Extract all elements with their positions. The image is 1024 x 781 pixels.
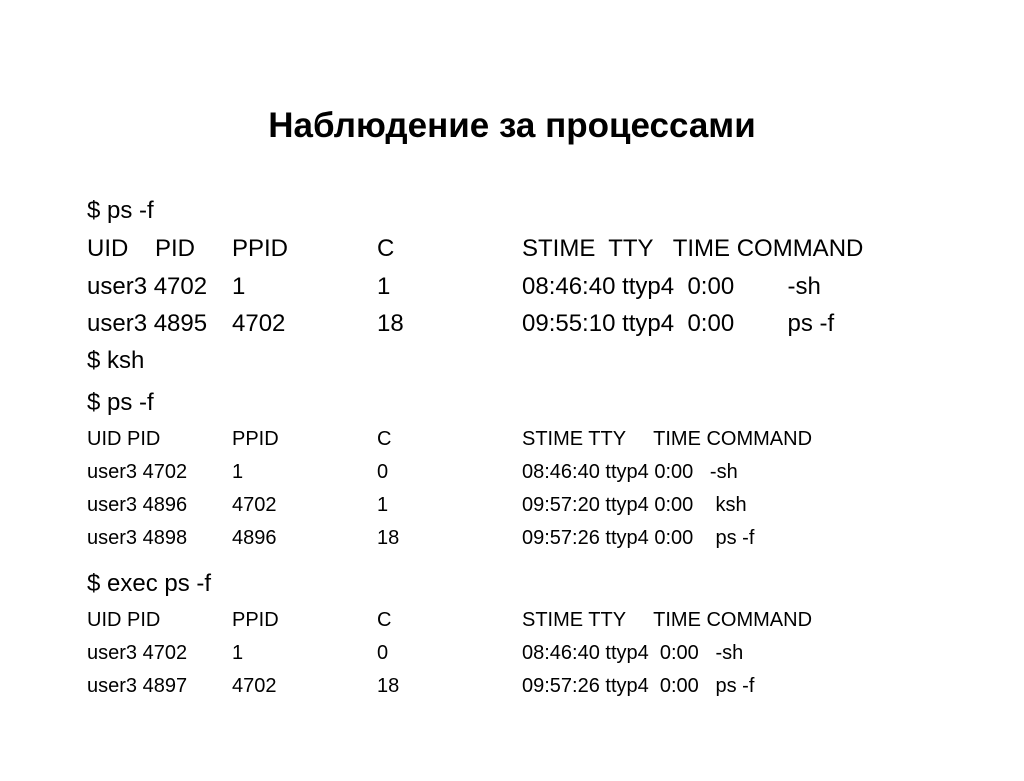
header-c: C [377,235,395,262]
header-uid-pid: UID PID [87,235,196,262]
header-uid-pid: UID PID [87,609,161,631]
cell-uid-pid: user3 4702 [87,461,188,483]
table-header [87,607,987,637]
cell-c: 18 [377,310,404,337]
cell-uid-pid: user3 4897 [87,675,188,697]
table-row [87,459,987,489]
cell-uid-pid: user3 4896 [87,494,188,516]
cell-c: 18 [377,675,400,697]
header-ppid: PPID [232,609,279,631]
cell-ppid: 1 [232,642,244,664]
cell-c: 0 [377,461,389,483]
cell-uid-pid: user3 4895 [87,310,208,337]
header-ppid: PPID [232,235,289,262]
cell-c: 1 [377,494,389,516]
cell-stime-tty-time-command: 09:55:10 ttyp4 0:00 ps -f [522,310,835,337]
command-line: $ exec ps -f [87,570,212,597]
cell-uid-pid: user3 4702 [87,642,188,664]
header-ppid: PPID [232,428,279,450]
cell-stime-tty-time-command: 09:57:20 ttyp4 0:00 ksh [522,494,747,516]
header-stime-tty-time-command: STIME TTY TIME COMMAND [522,235,864,262]
table-row [87,673,987,703]
cell-c: 18 [377,527,400,549]
table-row [87,492,987,522]
cell-stime-tty-time-command: 08:46:40 ttyp4 0:00 -sh [522,461,738,483]
header-c: C [377,609,392,631]
header-c: C [377,428,392,450]
table-row [87,272,987,302]
cell-uid-pid: user3 4702 [87,273,208,300]
header-stime-tty-time-command: STIME TTY TIME COMMAND [522,609,813,631]
table-row [87,525,987,555]
cell-ppid: 1 [232,461,244,483]
table-header [87,234,987,264]
cell-ppid: 4702 [232,310,286,337]
command-line: $ ksh [87,347,145,374]
cell-stime-tty-time-command: 08:46:40 ttyp4 0:00 -sh [522,273,821,300]
header-uid-pid: UID PID [87,428,161,450]
table-header [87,426,987,456]
cell-ppid: 4702 [232,494,277,516]
header-stime-tty-time-command: STIME TTY TIME COMMAND [522,428,813,450]
command-line: $ ps -f [87,389,154,416]
cell-c: 0 [377,642,389,664]
cell-ppid: 4896 [232,527,277,549]
cell-stime-tty-time-command: 09:57:26 ttyp4 0:00 ps -f [522,675,755,697]
cell-c: 1 [377,273,391,300]
cell-uid-pid: user3 4898 [87,527,188,549]
cell-stime-tty-time-command: 08:46:40 ttyp4 0:00 -sh [522,642,744,664]
table-row [87,640,987,670]
cell-stime-tty-time-command: 09:57:26 ttyp4 0:00 ps -f [522,527,755,549]
command-line: $ ps -f [87,197,154,224]
table-row [87,309,987,339]
cell-ppid: 1 [232,273,246,300]
cell-ppid: 4702 [232,675,277,697]
slide-title: Наблюдение за процессами [268,106,756,145]
